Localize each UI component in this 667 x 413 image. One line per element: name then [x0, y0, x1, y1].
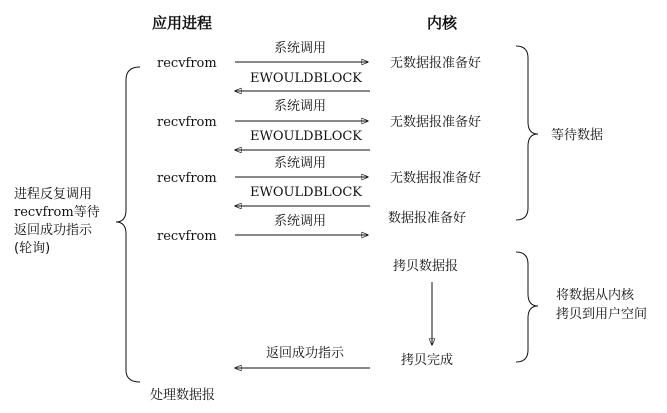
syscall-label-2: 系统调用 — [273, 99, 327, 114]
recvfrom-call-3: recvfrom — [157, 171, 217, 186]
recvfrom-call-1: recvfrom — [157, 56, 217, 71]
kernel-state-4: 数据报准备好 — [388, 211, 467, 226]
polling-note-line-2: recvfrom等待 — [14, 205, 100, 220]
kernel-header: 内核 — [426, 14, 458, 32]
app-process-header: 应用进程 — [151, 14, 213, 32]
process-datagram-label: 处理数据报 — [150, 388, 216, 403]
copy-phase-label-line-2: 拷贝到用户空间 — [556, 307, 648, 322]
ewouldblock-label-2: EWOULDBLOCK — [249, 129, 363, 144]
polling-note-line-1: 进程反复调用 — [14, 187, 93, 202]
syscall-label-1: 系统调用 — [273, 41, 327, 56]
return-success-label: 返回成功指示 — [265, 346, 345, 361]
syscall-label-3: 系统调用 — [273, 156, 327, 171]
copy-datagram-label: 拷贝数据报 — [393, 259, 459, 274]
kernel-state-2: 无数据报准备好 — [390, 115, 482, 130]
recvfrom-call-2: recvfrom — [157, 115, 217, 130]
polling-note-line-4: (轮询) — [14, 241, 51, 256]
copy-phase-brace — [516, 252, 538, 362]
copy-phase-label-line-1: 将数据从内核 — [556, 288, 635, 303]
ewouldblock-label-1: EWOULDBLOCK — [249, 71, 363, 86]
kernel-state-1: 无数据报准备好 — [390, 56, 482, 71]
copy-complete-label: 拷贝完成 — [401, 353, 454, 368]
syscall-label-4: 系统调用 — [273, 214, 327, 229]
ewouldblock-label-3: EWOULDBLOCK — [249, 185, 363, 200]
kernel-state-3: 无数据报准备好 — [390, 171, 482, 186]
recvfrom-call-4: recvfrom — [157, 229, 217, 244]
polling-note-line-3: 返回成功指示 — [14, 223, 93, 238]
wait-data-brace — [516, 46, 538, 220]
wait-data-label: 等待数据 — [551, 128, 604, 143]
polling-brace — [116, 67, 140, 382]
